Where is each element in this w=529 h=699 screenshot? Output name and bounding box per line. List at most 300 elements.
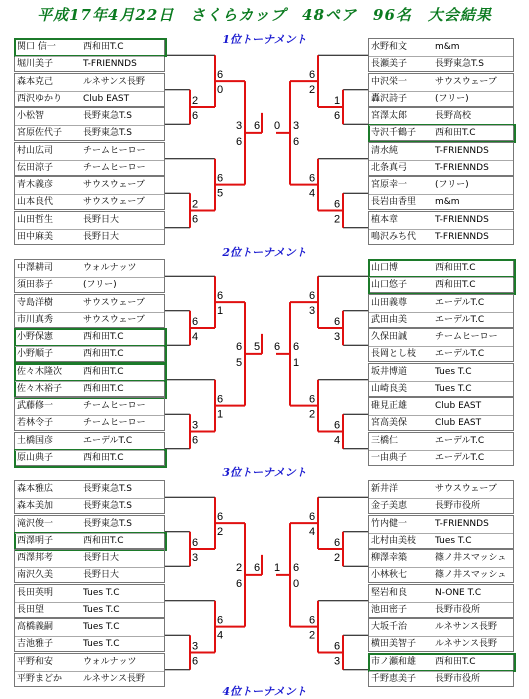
player-row: [369, 277, 515, 294]
player-name: 若林令子: [17, 418, 54, 428]
player-name: 植本章: [371, 214, 399, 225]
section-title-2: 2位トーナメント: [222, 246, 307, 259]
club-name: 長野市役所: [435, 673, 481, 684]
player-row: [369, 143, 515, 160]
left-team: [14, 176, 165, 210]
player-name: 原山典子: [17, 452, 54, 463]
player-row: [369, 381, 515, 398]
left-team: [14, 432, 165, 466]
player-row: [369, 654, 515, 671]
player-row: [15, 602, 166, 619]
score: 6: [216, 290, 224, 303]
player-name: 金子美恵: [371, 501, 408, 511]
score: 3: [308, 305, 316, 318]
player-row: [369, 567, 515, 584]
row-divider: [15, 450, 164, 451]
right-team: [368, 176, 514, 210]
score: 3: [333, 331, 341, 343]
club-name: 長野市役所: [435, 501, 481, 511]
score: 4: [308, 187, 316, 200]
player-row: [369, 533, 515, 550]
score: 4: [191, 331, 199, 343]
score: 6: [235, 340, 243, 353]
club-name: 長野東急T.S: [83, 518, 133, 529]
club-name: エーデルT.C: [83, 435, 133, 446]
player-row: [369, 212, 515, 229]
left-team: [14, 142, 165, 176]
row-divider: [369, 125, 513, 126]
club-name: 長野日大: [83, 570, 120, 580]
player-name: 一由典子: [371, 452, 408, 463]
club-name: 西和田T.C: [435, 280, 476, 290]
club-name: T-FRIENNDS: [83, 59, 137, 69]
club-name: T-FRIENNDS: [435, 518, 489, 529]
score: 3: [333, 655, 341, 668]
player-row: [369, 671, 515, 688]
right-team: [368, 432, 514, 466]
player-row: [15, 567, 166, 584]
player-row: [15, 415, 166, 432]
score: 6: [216, 172, 224, 185]
player-name: 中澤耕司: [17, 263, 54, 273]
club-name: ルネサンス長野: [435, 639, 498, 649]
club-name: チームヒーロー: [83, 401, 146, 411]
player-name: 宮高美保: [371, 418, 408, 428]
row-divider: [15, 125, 164, 126]
player-row: [369, 481, 515, 498]
player-name: 武田由美: [371, 314, 408, 325]
player-name: 山田義尊: [371, 297, 408, 308]
club-name: 篠ノ井スマッシュ: [435, 553, 507, 563]
player-name: 坂井博道: [371, 366, 408, 377]
score: 6: [308, 290, 316, 303]
player-name: 長岩由香里: [371, 197, 417, 207]
row-divider: [15, 602, 164, 603]
left-team: [14, 259, 165, 293]
score: 6: [191, 434, 199, 447]
row-divider: [15, 346, 164, 347]
player-row: [369, 108, 515, 125]
score: 6: [191, 213, 199, 226]
score: 6: [273, 340, 281, 353]
club-name: ルネサンス長野: [83, 673, 146, 684]
player-row: [369, 39, 515, 56]
player-row: [15, 364, 166, 381]
player-row: [369, 194, 515, 211]
left-team: [14, 211, 165, 245]
player-row: [15, 636, 166, 653]
row-divider: [15, 229, 164, 230]
row-divider: [369, 636, 513, 637]
player-name: 横田美智子: [371, 639, 417, 649]
player-name: 中沢栄一: [371, 76, 408, 87]
row-divider: [369, 312, 513, 313]
player-row: [15, 295, 166, 312]
score: 6: [235, 577, 243, 590]
row-divider: [15, 636, 164, 637]
player-name: 竹内健一: [371, 518, 408, 529]
player-row: [369, 550, 515, 567]
player-row: [369, 585, 515, 602]
left-team: [14, 107, 165, 141]
row-divider: [15, 498, 164, 499]
club-name: 篠ノ井スマッシュ: [435, 570, 507, 580]
score: 6: [292, 340, 300, 353]
player-name: 小林秋七: [371, 570, 408, 580]
player-row: [369, 177, 515, 194]
player-name: 久保田誠: [371, 332, 408, 342]
player-name: 北村由美枝: [371, 535, 417, 546]
player-name: 北条真弓: [371, 162, 408, 173]
club-name: エーデルT.C: [435, 452, 485, 463]
club-name: エーデルT.C: [435, 297, 485, 308]
score: 6: [308, 393, 316, 406]
score: 1: [292, 356, 300, 369]
player-name: 小野順子: [17, 349, 54, 359]
score: 6: [191, 655, 199, 668]
player-row: [15, 329, 166, 346]
player-row: [15, 550, 166, 567]
club-name: サウスウェーブ: [83, 180, 145, 190]
score: 6: [216, 614, 224, 627]
club-name: サウスウェーブ: [435, 484, 497, 494]
score: 2: [333, 552, 341, 564]
score: 6: [308, 511, 316, 524]
row-divider: [369, 277, 513, 278]
club-name: 長野東急T.S: [435, 59, 485, 69]
player-row: [369, 329, 515, 346]
club-name: 長野高校: [435, 111, 472, 121]
player-row: [15, 654, 166, 671]
player-name: 三橋仁: [371, 435, 399, 446]
player-row: [369, 295, 515, 312]
player-row: [369, 312, 515, 329]
club-name: (フリー): [83, 280, 117, 290]
score: 6: [333, 537, 341, 549]
player-name: 平野まどか: [17, 673, 63, 684]
player-name: 新井洋: [371, 484, 399, 494]
score: 6: [292, 135, 300, 148]
player-row: [369, 398, 515, 415]
club-name: チームヒーロー: [83, 418, 146, 428]
player-row: [15, 516, 166, 533]
club-name: Club EAST: [435, 418, 482, 428]
club-name: ルネサンス長野: [435, 622, 498, 632]
right-team: [368, 259, 514, 293]
club-name: エーデルT.C: [435, 314, 485, 325]
row-divider: [15, 91, 164, 92]
player-name: 市ノ瀬和雄: [371, 656, 417, 667]
score: 3: [292, 119, 300, 132]
player-row: [15, 56, 166, 73]
player-row: [15, 619, 166, 636]
right-team: [368, 294, 514, 328]
left-team: [14, 294, 165, 328]
score: 4: [333, 434, 341, 447]
player-name: 森本雅広: [17, 484, 54, 494]
score: 1: [273, 561, 281, 574]
player-row: [15, 433, 166, 450]
player-name: 滝沢俊一: [17, 518, 54, 529]
player-name: 南沢久美: [17, 570, 54, 580]
club-name: サウスウェーブ: [83, 297, 145, 308]
player-row: [369, 125, 515, 142]
score: 2: [191, 198, 199, 211]
club-name: 長野東急T.S: [83, 501, 133, 511]
left-team: [14, 653, 165, 687]
score: 6: [333, 640, 341, 653]
player-name: 西澤邦考: [17, 553, 54, 563]
score: 5: [216, 187, 224, 200]
score: 6: [308, 614, 316, 627]
player-name: 千野恵美子: [371, 673, 417, 684]
right-team: [368, 515, 514, 549]
club-name: 西和田T.C: [83, 535, 124, 546]
player-row: [15, 91, 166, 108]
club-name: (フリー): [435, 180, 469, 190]
club-name: サウスウェーブ: [83, 314, 145, 325]
player-row: [15, 671, 166, 688]
club-name: 長野日大: [83, 553, 120, 563]
left-team: [14, 397, 165, 431]
club-name: 長野市役所: [435, 604, 481, 615]
player-row: [369, 74, 515, 91]
row-divider: [369, 194, 513, 195]
club-name: (フリー): [435, 93, 469, 104]
player-name: 小松智: [17, 111, 45, 121]
score: 6: [253, 119, 261, 132]
player-row: [369, 450, 515, 467]
player-name: 宮澤太郎: [371, 111, 408, 121]
player-name: 長田英明: [17, 587, 54, 598]
score: 6: [308, 69, 316, 82]
score: 6: [333, 419, 341, 432]
club-name: ウォルナッツ: [83, 263, 137, 273]
player-name: 山口博: [371, 263, 399, 273]
club-name: Club EAST: [83, 93, 130, 104]
player-row: [369, 619, 515, 636]
player-name: 大坂千治: [371, 622, 408, 632]
player-name: 武藤修一: [17, 401, 54, 411]
right-team: [368, 653, 514, 687]
player-name: 鳴沢みち代: [371, 231, 417, 242]
player-row: [15, 398, 166, 415]
club-name: 西和田T.C: [435, 128, 476, 138]
club-name: サウスウェーブ: [83, 197, 145, 207]
player-row: [15, 312, 166, 329]
player-row: [15, 450, 166, 467]
club-name: m&m: [435, 42, 460, 52]
player-row: [15, 498, 166, 515]
score: 2: [191, 95, 199, 107]
club-name: Tues T.C: [83, 622, 120, 632]
club-name: Tues T.C: [435, 366, 472, 377]
row-divider: [369, 602, 513, 603]
score: 3: [235, 119, 243, 132]
player-row: [369, 91, 515, 108]
score: 0: [273, 119, 281, 132]
player-name: 西澤明子: [17, 535, 54, 546]
club-name: 西和田T.C: [435, 263, 476, 273]
player-name: 吉池雅子: [17, 639, 54, 649]
player-name: 池田密子: [371, 604, 408, 615]
player-name: 須田恭子: [17, 280, 54, 290]
score: 6: [216, 511, 224, 524]
player-row: [15, 229, 166, 246]
right-team: [368, 73, 514, 107]
score: 1: [216, 305, 224, 318]
left-team: [14, 363, 165, 397]
player-name: 宮原幸一: [371, 180, 408, 190]
player-row: [15, 108, 166, 125]
row-divider: [369, 533, 513, 534]
player-row: [15, 143, 166, 160]
club-name: 長野東急T.S: [83, 128, 133, 138]
right-team: [368, 480, 514, 514]
score: 6: [191, 316, 199, 328]
row-divider: [15, 56, 164, 57]
left-team: [14, 480, 165, 514]
player-name: 佐々木裕子: [17, 383, 63, 394]
player-name: 森本克己: [17, 76, 54, 87]
right-team: [368, 584, 514, 618]
player-row: [369, 415, 515, 432]
club-name: 西和田T.C: [435, 656, 476, 667]
right-team: [368, 397, 514, 431]
player-name: 山口悠子: [371, 280, 408, 290]
score: 6: [333, 198, 341, 211]
player-name: 田中麻美: [17, 231, 54, 242]
score: 3: [191, 552, 199, 564]
player-name: 青木義彦: [17, 180, 54, 190]
player-row: [15, 212, 166, 229]
club-name: T-FRIENNDS: [435, 231, 489, 242]
row-divider: [15, 381, 164, 382]
player-row: [369, 433, 515, 450]
row-divider: [15, 160, 164, 161]
right-team: [368, 549, 514, 583]
player-name: 市川真秀: [17, 314, 54, 325]
player-row: [369, 260, 515, 277]
player-row: [369, 364, 515, 381]
player-name: 関口 信一: [17, 42, 56, 52]
club-name: ルネサンス長野: [83, 76, 146, 87]
right-team: [368, 107, 514, 141]
player-row: [369, 229, 515, 246]
score: 2: [308, 408, 316, 421]
player-row: [15, 381, 166, 398]
player-name: 村山広司: [17, 145, 54, 156]
left-team: [14, 38, 165, 72]
score: 6: [253, 561, 261, 574]
club-name: Tues T.C: [83, 639, 120, 649]
player-row: [15, 39, 166, 56]
club-name: Tues T.C: [435, 383, 472, 394]
left-team: [14, 549, 165, 583]
left-team: [14, 515, 165, 549]
player-name: 轟沢詩子: [371, 93, 408, 104]
score: 0: [216, 84, 224, 97]
club-name: ウォルナッツ: [83, 656, 137, 667]
club-name: T-FRIENNDS: [435, 145, 489, 156]
player-name: 堅岩和良: [371, 587, 408, 598]
score: 6: [333, 316, 341, 328]
row-divider: [15, 533, 164, 534]
club-name: サウスウェーブ: [435, 76, 497, 87]
score: 4: [216, 629, 224, 642]
player-name: 平野和安: [17, 656, 54, 667]
player-row: [369, 636, 515, 653]
left-team: [14, 328, 165, 362]
score: 3: [191, 640, 199, 653]
club-name: エーデルT.C: [435, 435, 485, 446]
player-name: 伝田涼子: [17, 162, 54, 173]
row-divider: [369, 671, 513, 672]
club-name: 長野東急T.S: [83, 111, 133, 121]
row-divider: [15, 415, 164, 416]
club-name: Tues T.C: [435, 535, 472, 546]
section-title-1: 1位トーナメント: [222, 33, 307, 46]
score: 2: [333, 213, 341, 226]
right-team: [368, 142, 514, 176]
player-name: 小野保憲: [17, 332, 54, 342]
left-team: [14, 618, 165, 652]
score: 2: [308, 629, 316, 642]
player-name: 西沢ゆかり: [17, 93, 63, 104]
score: 5: [253, 340, 261, 353]
right-team: [368, 328, 514, 362]
score: 6: [292, 561, 300, 574]
player-name: 堀川美子: [17, 59, 54, 69]
club-name: Tues T.C: [83, 604, 120, 615]
row-divider: [15, 277, 164, 278]
club-name: 長野日大: [83, 214, 120, 225]
club-name: T-FRIENNDS: [435, 214, 489, 225]
player-row: [15, 481, 166, 498]
club-name: 西和田T.C: [83, 332, 124, 342]
player-row: [369, 56, 515, 73]
player-name: 森本美加: [17, 501, 54, 511]
club-name: T-FRIENNDS: [435, 162, 489, 173]
club-name: チームヒーロー: [83, 162, 146, 173]
score: 3: [191, 419, 199, 432]
player-name: 山田哲生: [17, 214, 54, 225]
row-divider: [369, 229, 513, 230]
club-name: 西和田T.C: [83, 383, 124, 394]
player-name: 水野和文: [371, 42, 408, 52]
player-row: [15, 160, 166, 177]
player-name: 佐々木隆次: [17, 366, 63, 377]
score: 5: [235, 356, 243, 369]
player-row: [15, 194, 166, 211]
player-name: 土橋国彦: [17, 435, 54, 446]
score: 6: [333, 110, 341, 122]
player-row: [369, 516, 515, 533]
row-divider: [369, 498, 513, 499]
row-divider: [15, 194, 164, 195]
player-row: [369, 160, 515, 177]
score: 6: [191, 537, 199, 549]
score: 4: [308, 526, 316, 539]
player-name: 長田望: [17, 604, 45, 615]
player-name: 長瀬美子: [371, 59, 408, 69]
player-name: 高橋義嗣: [17, 622, 54, 632]
left-team: [14, 73, 165, 107]
club-name: 長野東急T.S: [83, 484, 133, 494]
row-divider: [369, 56, 513, 57]
club-name: Club EAST: [435, 401, 482, 411]
player-row: [15, 177, 166, 194]
